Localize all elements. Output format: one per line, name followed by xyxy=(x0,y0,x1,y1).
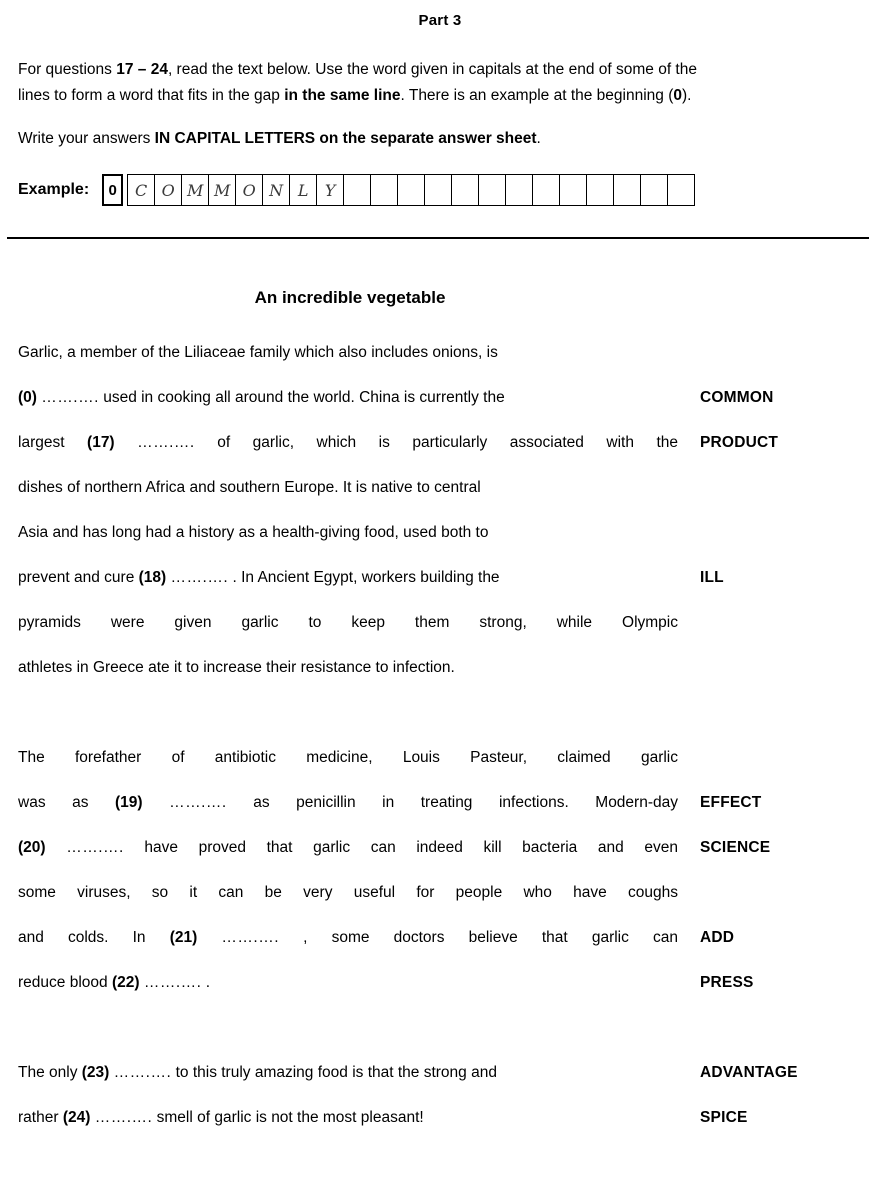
answer-gap[interactable]: …….…. xyxy=(170,569,229,586)
answer-gap[interactable]: …….…. xyxy=(66,839,124,856)
example-letter-box[interactable]: C xyxy=(127,174,155,206)
prompt-word: EFFECT xyxy=(700,794,762,811)
answer-gap[interactable]: …….…. xyxy=(113,1064,172,1081)
example-letter-box[interactable]: N xyxy=(262,174,290,206)
page-title: Part 3 xyxy=(418,12,462,29)
line-text-segment: prevent and cure xyxy=(18,569,139,586)
question-number: (23) xyxy=(81,1064,110,1081)
text-line xyxy=(18,793,858,838)
text-line xyxy=(18,613,858,658)
line-text-segment: pyramids were given garlic to keep them strong, while Olympic xyxy=(18,614,678,631)
example-letter-box[interactable]: L xyxy=(289,174,317,206)
line-text-segment: some viruses, so it can be very useful for people who have coughs xyxy=(18,884,678,901)
example-letter-box[interactable] xyxy=(559,174,587,206)
example-letter-box[interactable] xyxy=(397,174,425,206)
line-text xyxy=(18,793,678,813)
question-number: (17) xyxy=(87,434,115,451)
prompt-word: SCIENCE xyxy=(700,839,771,856)
example-letter-box[interactable] xyxy=(667,174,695,206)
line-text xyxy=(18,433,678,453)
line-text-segment: of garlic, which is particularly associated with the xyxy=(194,434,679,451)
answer-gap[interactable]: …….…. xyxy=(221,929,280,946)
prompt-word: ADD xyxy=(700,929,735,946)
question-number: (21) xyxy=(169,929,198,946)
line-text-segment: Garlic, a member of the Liliaceae family which also includes onions, is xyxy=(18,344,498,361)
answer-gap[interactable]: …….…. xyxy=(169,794,227,811)
line-text xyxy=(18,1063,678,1083)
line-text-segment: was as xyxy=(18,794,115,811)
line-text-segment: Asia and has long had a history as a health-giving food, used both to xyxy=(18,524,489,541)
prompt-word: ADVANTAGE xyxy=(700,1064,798,1081)
line-text-segment xyxy=(197,929,221,946)
line-text-segment: . In Ancient Egypt, workers building the xyxy=(228,569,500,586)
prompt-word: ILL xyxy=(700,569,724,586)
example-letter-grid[interactable] xyxy=(127,174,695,206)
line-text-segment: reduce blood xyxy=(18,974,112,991)
instructions-paragraph xyxy=(18,57,869,109)
paragraph-spacer xyxy=(18,1018,858,1063)
write-answers-prefix: Write your answers xyxy=(18,130,155,147)
text-line xyxy=(18,928,858,973)
instructions-line2-mid: . There is an example at the beginning ( xyxy=(400,87,674,104)
example-letter-box[interactable] xyxy=(478,174,506,206)
instructions-line1-suffix: , read the text below. Use the word given in capitals at the end of some of the xyxy=(167,61,697,78)
example-letter-box[interactable]: M xyxy=(181,174,209,206)
example-letter-box[interactable]: M xyxy=(208,174,236,206)
question-number: (19) xyxy=(115,794,143,811)
answer-gap[interactable]: …….…. xyxy=(94,1109,153,1126)
line-text xyxy=(18,568,678,588)
text-line xyxy=(18,433,858,478)
example-letter-box[interactable]: O xyxy=(235,174,263,206)
example-letter-box[interactable] xyxy=(451,174,479,206)
text-line xyxy=(18,478,858,523)
capital-letters-emphasis: IN CAPITAL LETTERS on the separate answer sheet xyxy=(154,130,537,147)
section-divider xyxy=(7,237,869,239)
text-line xyxy=(18,883,858,928)
question-range: 17 – 24 xyxy=(116,61,168,78)
line-text xyxy=(18,748,678,768)
line-text-segment xyxy=(115,434,138,451)
line-text-segment: as penicillin in treating infections. Modern-day xyxy=(226,794,678,811)
example-label: Example: xyxy=(18,181,90,198)
example-letter-box[interactable] xyxy=(640,174,668,206)
example-letter-box[interactable] xyxy=(505,174,533,206)
line-text-segment: and colds. In xyxy=(18,929,170,946)
line-text xyxy=(18,343,678,363)
example-question-number-box: 0 xyxy=(102,174,123,206)
line-text-segment: dishes of northern Africa and southern Europe. It is native to central xyxy=(18,479,481,496)
text-line xyxy=(18,523,858,568)
question-number: (20) xyxy=(18,839,46,856)
text-line xyxy=(18,568,858,613)
instructions-line1-prefix: For questions xyxy=(18,61,117,78)
instructions-line2-prefix: lines to form a word that fits in the gap xyxy=(18,87,285,104)
line-text xyxy=(18,928,678,948)
example-letter-box[interactable] xyxy=(532,174,560,206)
line-text-segment: , some doctors believe that garlic can xyxy=(279,929,679,946)
example-letter-box[interactable]: O xyxy=(154,174,182,206)
question-number: (0) xyxy=(18,389,37,406)
line-text xyxy=(18,838,678,858)
prompt-word: PRESS xyxy=(700,974,754,991)
line-text-segment: have proved that garlic can indeed kill bacteria and even xyxy=(123,839,678,856)
line-text-segment: . xyxy=(201,974,211,991)
example-letter-box[interactable] xyxy=(343,174,371,206)
answer-gap[interactable]: …….…. xyxy=(143,974,202,991)
line-text xyxy=(18,883,678,903)
paragraph-spacer xyxy=(18,703,858,748)
instructions-line2 xyxy=(18,83,869,109)
reading-text-body xyxy=(18,343,858,1153)
line-text-segment: largest xyxy=(18,434,88,451)
line-text-segment: to this truly amazing food is that the strong and xyxy=(171,1064,497,1081)
line-text-segment: smell of garlic is not the most pleasant! xyxy=(152,1109,424,1126)
prompt-word: COMMON xyxy=(700,389,774,406)
line-text-segment: used in cooking all around the world. China is currently the xyxy=(98,389,505,406)
same-line-emphasis: in the same line xyxy=(284,87,401,104)
prompt-word: SPICE xyxy=(700,1109,748,1126)
answer-gap[interactable]: …….…. xyxy=(137,434,195,451)
instructions-line2-suffix: ). xyxy=(682,87,692,104)
text-line xyxy=(18,1063,858,1108)
example-letter-box[interactable] xyxy=(613,174,641,206)
line-text xyxy=(18,1108,678,1128)
line-text-segment: rather xyxy=(18,1109,63,1126)
example-letter-box[interactable] xyxy=(586,174,614,206)
example-zero-reference: 0 xyxy=(673,87,682,104)
write-answers-instruction xyxy=(18,127,541,151)
example-letter-box[interactable]: Y xyxy=(316,174,344,206)
line-text-segment xyxy=(46,839,67,856)
text-line xyxy=(18,1108,858,1153)
line-text xyxy=(18,388,678,408)
text-title: An incredible vegetable xyxy=(254,288,446,307)
answer-gap[interactable]: …….…. xyxy=(41,389,99,406)
line-text xyxy=(18,523,678,543)
example-letter-box[interactable] xyxy=(370,174,398,206)
text-line xyxy=(18,658,858,703)
line-text xyxy=(18,613,678,633)
example-answer-row xyxy=(18,172,695,208)
prompt-word: PRODUCT xyxy=(700,434,779,451)
line-text-segment: The only xyxy=(18,1064,82,1081)
question-number: (24) xyxy=(62,1109,91,1126)
question-number: (22) xyxy=(111,974,140,991)
text-line xyxy=(18,343,858,388)
line-text-segment: athletes in Greece ate it to increase their resistance to infection. xyxy=(18,659,455,676)
line-text xyxy=(18,478,678,498)
question-number: (18) xyxy=(138,569,167,586)
example-letter-box[interactable] xyxy=(424,174,452,206)
text-line xyxy=(18,973,858,1018)
line-text-segment: The forefather of antibiotic medicine, Louis Pasteur, claimed garlic xyxy=(18,749,678,766)
text-line xyxy=(18,748,858,793)
line-text xyxy=(18,973,678,993)
text-line xyxy=(18,838,858,883)
text-line xyxy=(18,388,858,433)
write-answers-suffix: . xyxy=(536,130,541,147)
line-text-segment xyxy=(143,794,170,811)
line-text xyxy=(18,658,678,678)
